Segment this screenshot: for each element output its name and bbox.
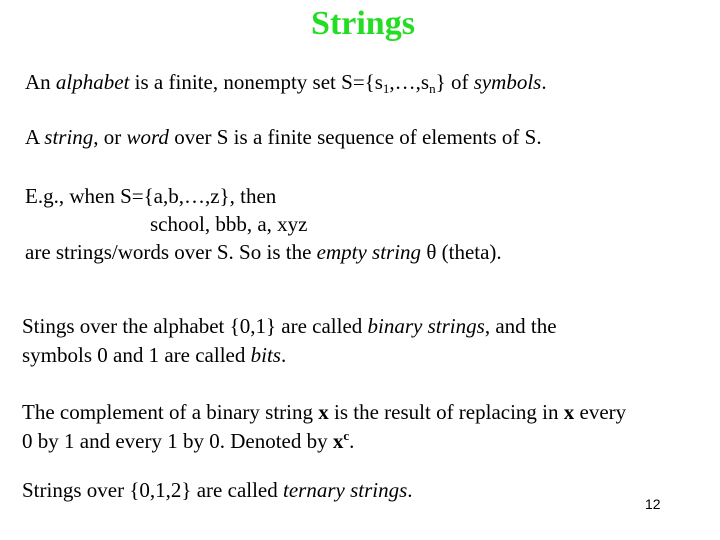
- complement-line-2: 0 by 1 and every 1 by 0. Denoted by $x^c$.: [22, 428, 355, 453]
- ternary-line: Strings over {0,1,2} are called ternary strings.: [22, 478, 413, 502]
- string-definition: A string, or word over S is a finite sequence of elements of S.: [25, 125, 542, 149]
- slide-title: Strings: [311, 5, 415, 42]
- example-line-2: school, bbb, a, xyz: [150, 212, 308, 236]
- binary-line-2: symbols 0 and 1 are called bits.: [22, 343, 287, 367]
- alphabet-definition: An alphabet is a finite, nonempty set $S=\{s_1,\dots,s_n\}$ of symbols.: [25, 70, 547, 96]
- complement-line-1: The complement of a binary string x is the result of replacing in x every: [22, 400, 627, 424]
- binary-line-1: Stings over the alphabet {0,1} are called binary strings, and the: [22, 314, 557, 338]
- page-number: 12: [645, 496, 661, 512]
- theta-symbol: θ: [426, 240, 437, 264]
- example-line-3: are strings/words over S. So is the empty string θ (theta).: [25, 240, 502, 264]
- example-line-1: E.g., when S={a,b,…,z}, then: [25, 184, 277, 208]
